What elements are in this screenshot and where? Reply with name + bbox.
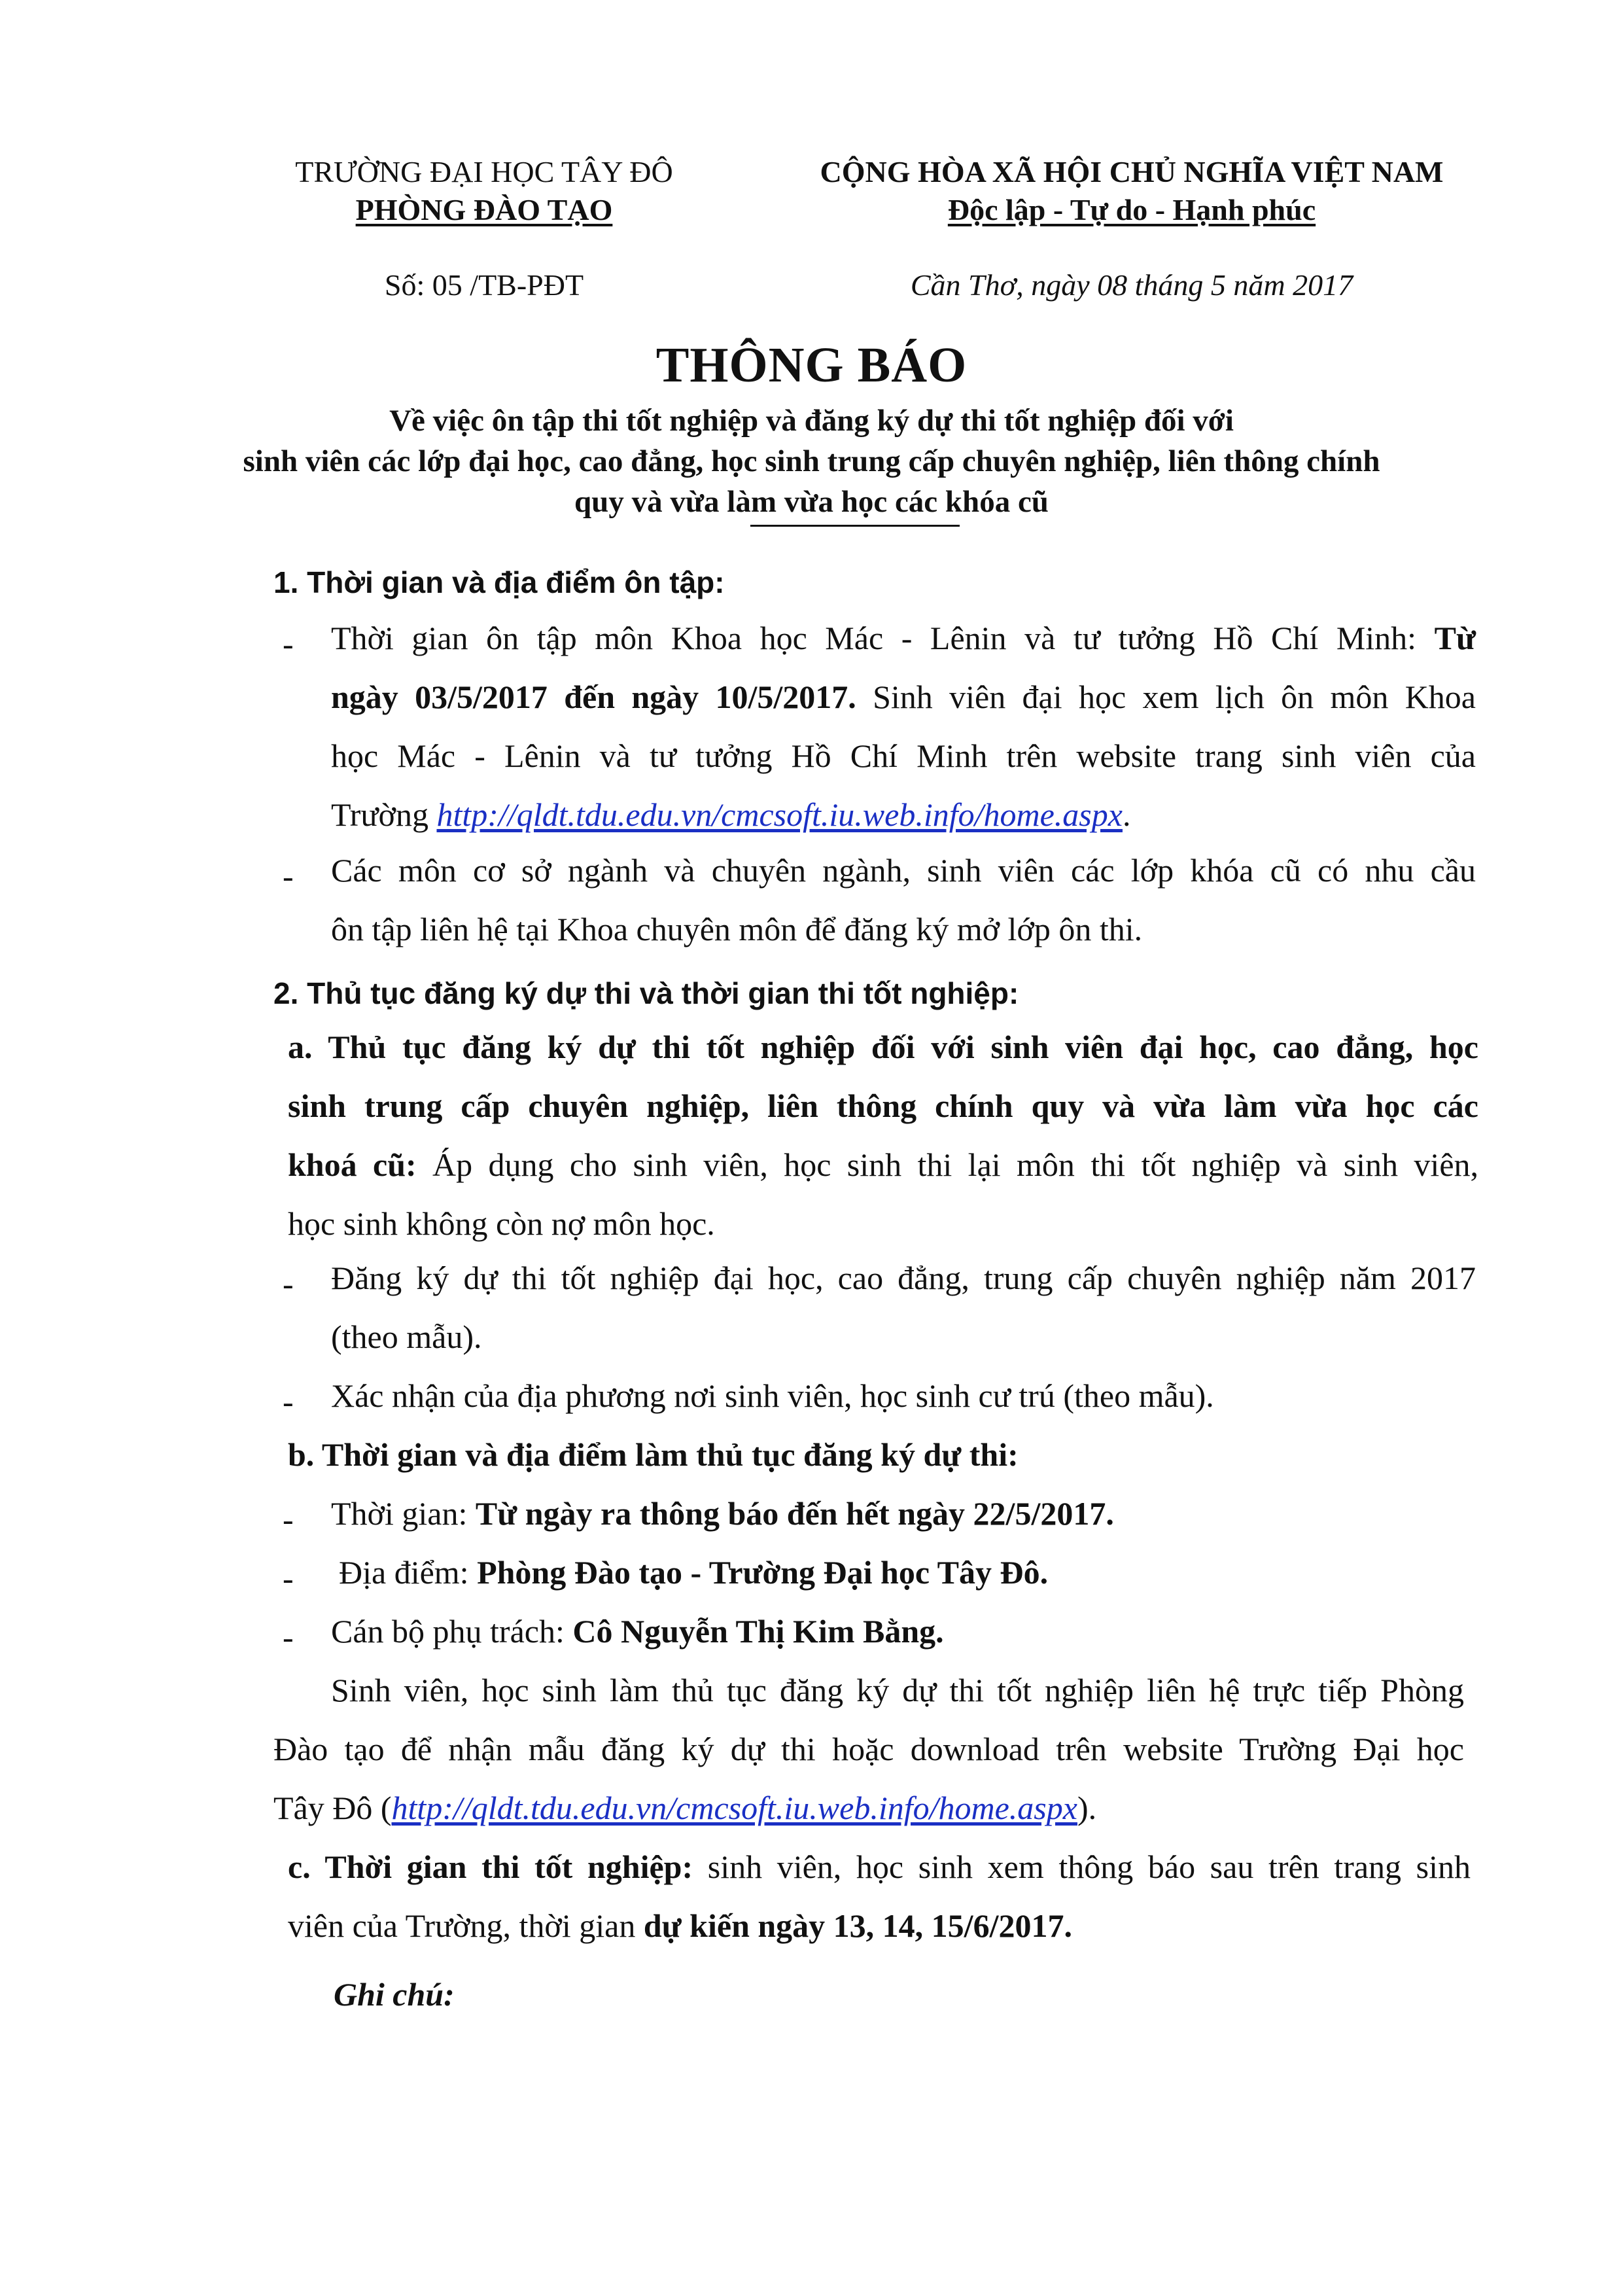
text: Đào tạo để nhận mẫu đăng ký dự thi hoặc download trên website Trường Đại học [273, 1731, 1464, 1767]
section-1-item-2 [331, 841, 1476, 959]
section-2c-paragraph [288, 1837, 1471, 1955]
text-bold: dự kiến ngày 13, 14, 15/6/2017. [643, 1907, 1072, 1944]
text: (theo mẫu). [331, 1318, 482, 1355]
bullet-dash: - [283, 1619, 294, 1655]
text: Thời gian ôn tập môn Khoa học Mác - Lênin và tư tưởng Hồ Chí Minh: [331, 620, 1417, 656]
text: học Mác - Lênin và tư tưởng Hồ Chí Minh trên website trang sinh viên của [331, 737, 1476, 774]
subtitle-line-3: quy và vừa làm vừa học các khóa cũ [574, 485, 1049, 519]
note-label: Ghi chú: [334, 1976, 455, 2013]
registration-time [331, 1484, 1114, 1543]
subtitle-line-2: sinh viên các lớp đại học, cao đẳng, học sinh trung cấp chuyên nghiệp, liên thông chính [243, 444, 1380, 478]
text-bold: sinh trung cấp chuyên nghiệp, liên thông chính quy và vừa làm vừa học các [288, 1087, 1478, 1124]
document-number: Số: 05 /TB-PĐT [384, 268, 584, 302]
text: Trường [331, 796, 428, 833]
section-2b-paragraph [273, 1661, 1464, 1837]
value: Từ ngày ra thông báo đến hết ngày 22/5/2017. [475, 1495, 1114, 1532]
text: Sinh viên đại học xem lịch ôn môn Khoa [873, 679, 1476, 715]
text-bold: Từ [1434, 620, 1476, 656]
text: ôn tập liên hệ tại Khoa chuyên môn để đăng ký mở lớp ôn thi. [331, 911, 1143, 947]
text-bold: c. Thời gian thi tốt nghiệp: [288, 1848, 693, 1885]
text: sinh viên, học sinh xem thông báo sau trên trang sinh [707, 1848, 1471, 1885]
subtitle-underline [750, 525, 960, 527]
website-link[interactable]: http://qldt.tdu.edu.vn/cmcsoft.iu.web.info/home.aspx [436, 796, 1123, 833]
bullet-dash: - [283, 1560, 294, 1597]
text: Các môn cơ sở ngành và chuyên ngành, sinh viên các lớp khóa cũ có nhu cầu [331, 852, 1476, 889]
national-title: CỘNG HÒA XÃ HỘI CHỦ NGHĨA VIỆT NAM [820, 155, 1444, 188]
text-bold: a. Thủ tục đăng ký dự thi tốt nghiệp đối với sinh viên đại học, cao đẳng, học [288, 1029, 1478, 1065]
department-name: PHÒNG ĐÀO TẠO [355, 193, 613, 226]
bullet-dash: - [283, 1265, 294, 1302]
national-motto: Độc lập - Tự do - Hạnh phúc [947, 193, 1316, 226]
text: Áp dụng cho sinh viên, học sinh thi lại môn thi tốt nghiệp và sinh viên, [432, 1146, 1479, 1183]
text: Tây Đô ( [273, 1790, 392, 1826]
bullet-dash: - [283, 1383, 294, 1420]
label: Cán bộ phụ trách: [331, 1613, 565, 1650]
document-title: THÔNG BÁO [655, 338, 968, 393]
label: Địa điểm: [339, 1554, 469, 1591]
section-2b-heading: b. Thời gian và địa điểm làm thủ tục đăng ký dự thi: [288, 1436, 1019, 1473]
staff-in-charge [331, 1602, 944, 1661]
bullet-dash: - [283, 858, 294, 894]
text: . [1122, 796, 1131, 833]
section-2a-item-2: Xác nhận của địa phương nơi sinh viên, học sinh cư trú (theo mẫu). [331, 1377, 1214, 1414]
website-link[interactable]: http://qldt.tdu.edu.vn/cmcsoft.iu.web.info/home.aspx [391, 1790, 1077, 1826]
org-name: TRƯỜNG ĐẠI HỌC TÂY ĐÔ [295, 155, 673, 188]
bullet-dash: - [283, 626, 294, 662]
text-bold: khoá cũ: [288, 1146, 417, 1183]
text: học sinh không còn nợ môn học. [288, 1205, 715, 1242]
bullet-dash: - [283, 1501, 294, 1538]
text: Đăng ký dự thi tốt nghiệp đại học, cao đẳng, trung cấp chuyên nghiệp năm 2017 [331, 1260, 1476, 1296]
registration-place [339, 1543, 1048, 1602]
subtitle-line-1: Về việc ôn tập thi tốt nghiệp và đăng ký dự thi tốt nghiệp đối với [389, 404, 1234, 438]
value: Phòng Đào tạo - Trường Đại học Tây Đô. [477, 1554, 1049, 1591]
text: Sinh viên, học sinh làm thủ tục đăng ký dự thi tốt nghiệp liên hệ trực tiếp Phòng [331, 1672, 1464, 1708]
place-date: Cần Thơ, ngày 08 tháng 5 năm 2017 [910, 268, 1353, 302]
section-1-heading: 1. Thời gian và địa điểm ôn tập: [273, 565, 725, 599]
text-bold: ngày 03/5/2017 đến ngày 10/5/2017. [331, 679, 856, 715]
text: ). [1077, 1790, 1097, 1826]
text: viên của Trường, thời gian [288, 1907, 636, 1944]
section-2-heading: 2. Thủ tục đăng ký dự thi và thời gian thi tốt nghiệp: [273, 976, 1019, 1010]
section-2a-item-1 [331, 1248, 1476, 1366]
label: Thời gian: [331, 1495, 468, 1532]
value: Cô Nguyễn Thị Kim Bằng. [572, 1613, 944, 1650]
section-2a-paragraph [288, 1017, 1478, 1253]
section-1-item-1 [331, 609, 1476, 844]
